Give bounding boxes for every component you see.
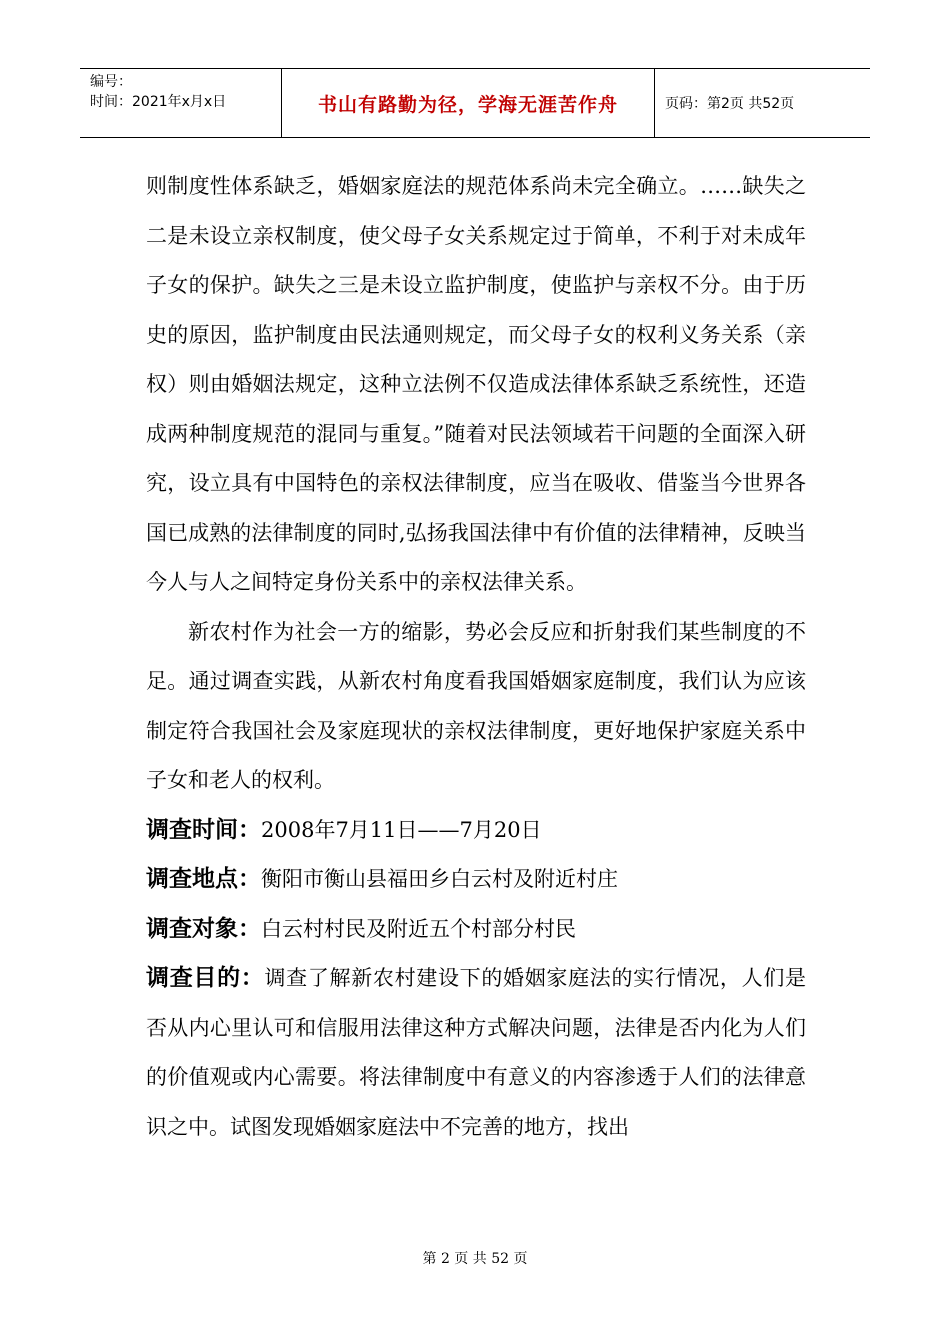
survey-place-value: 衡阳市衡山县福田乡白云村及附近村庄 xyxy=(261,867,618,891)
survey-time-value: 2008年7月11日——7月20日 xyxy=(261,817,542,842)
survey-place xyxy=(146,855,806,905)
survey-purpose-label: 调查目的： xyxy=(146,965,265,991)
survey-purpose-value: 调查了解新农村建设下的婚姻家庭法的实行情况，人们是否从内心里认可和信服用法律这种方式解决问题，法律是否内化为人们的价值观或内心需要。将法律制度中有意义的内容渗透于人们的法律意识之中。试图发现婚姻家庭法中不完善的地方，找出 xyxy=(146,966,807,1139)
page-footer: 第 2 页 共 52 页 xyxy=(422,1251,528,1267)
survey-object-value: 白云村村民及附近五个村部分村民 xyxy=(261,916,576,941)
paragraph: 则制度性体系缺乏，婚姻家庭法的规范体系尚未完全确立。……缺失之二是未设立亲权制度，使父母子女关系规定过于简单，不利于对未成年子女的保护。缺失之三是未设立监护制度，使监护与亲权不分。由于历史的原因，监护制度由民法通则规定，而父母子女的权利义务关系（亲权）则由婚姻法规定，这种立法例不仅造成法律体系缺乏系统性，还造成两种制度规范的混同与重复。”随着对民法领域若干问题的全面深入研究，设立具有中国特色的亲权法律制度，应当在吸收、借鉴当今世界各国已成熟的法律制度的同时,弘扬我国法律中有价值的法律精神，反映当今人与人之间特定身份关系中的亲权法律关系。 xyxy=(146,174,806,594)
number-label: 编号： xyxy=(90,74,132,90)
page-header xyxy=(80,68,870,138)
header-meta xyxy=(80,69,282,137)
survey-time-label: 调查时间： xyxy=(146,816,261,843)
survey-time xyxy=(146,806,806,856)
paragraph: 新农村作为社会一方的缩影，势必会反应和折射我们某些制度的不足。通过调查实践，从新农村角度看我国婚姻家庭制度，我们认为应该制定符合我国社会及家庭现状的亲权法律制度，更好地保护家庭关系中子女和老人的权利。 xyxy=(146,619,806,792)
header-page-info: 页码：第2页 共52页 xyxy=(665,96,795,112)
time-label: 时间：2021年x月x日 xyxy=(90,94,227,110)
header-motto: 书山有路勤为径，学海无涯苦作舟 xyxy=(282,69,655,137)
survey-object xyxy=(146,905,806,955)
survey-object-label: 调查对象： xyxy=(146,915,261,942)
document-body xyxy=(146,162,806,1152)
survey-purpose xyxy=(146,954,806,1152)
survey-place-label: 调查地点： xyxy=(146,866,261,892)
